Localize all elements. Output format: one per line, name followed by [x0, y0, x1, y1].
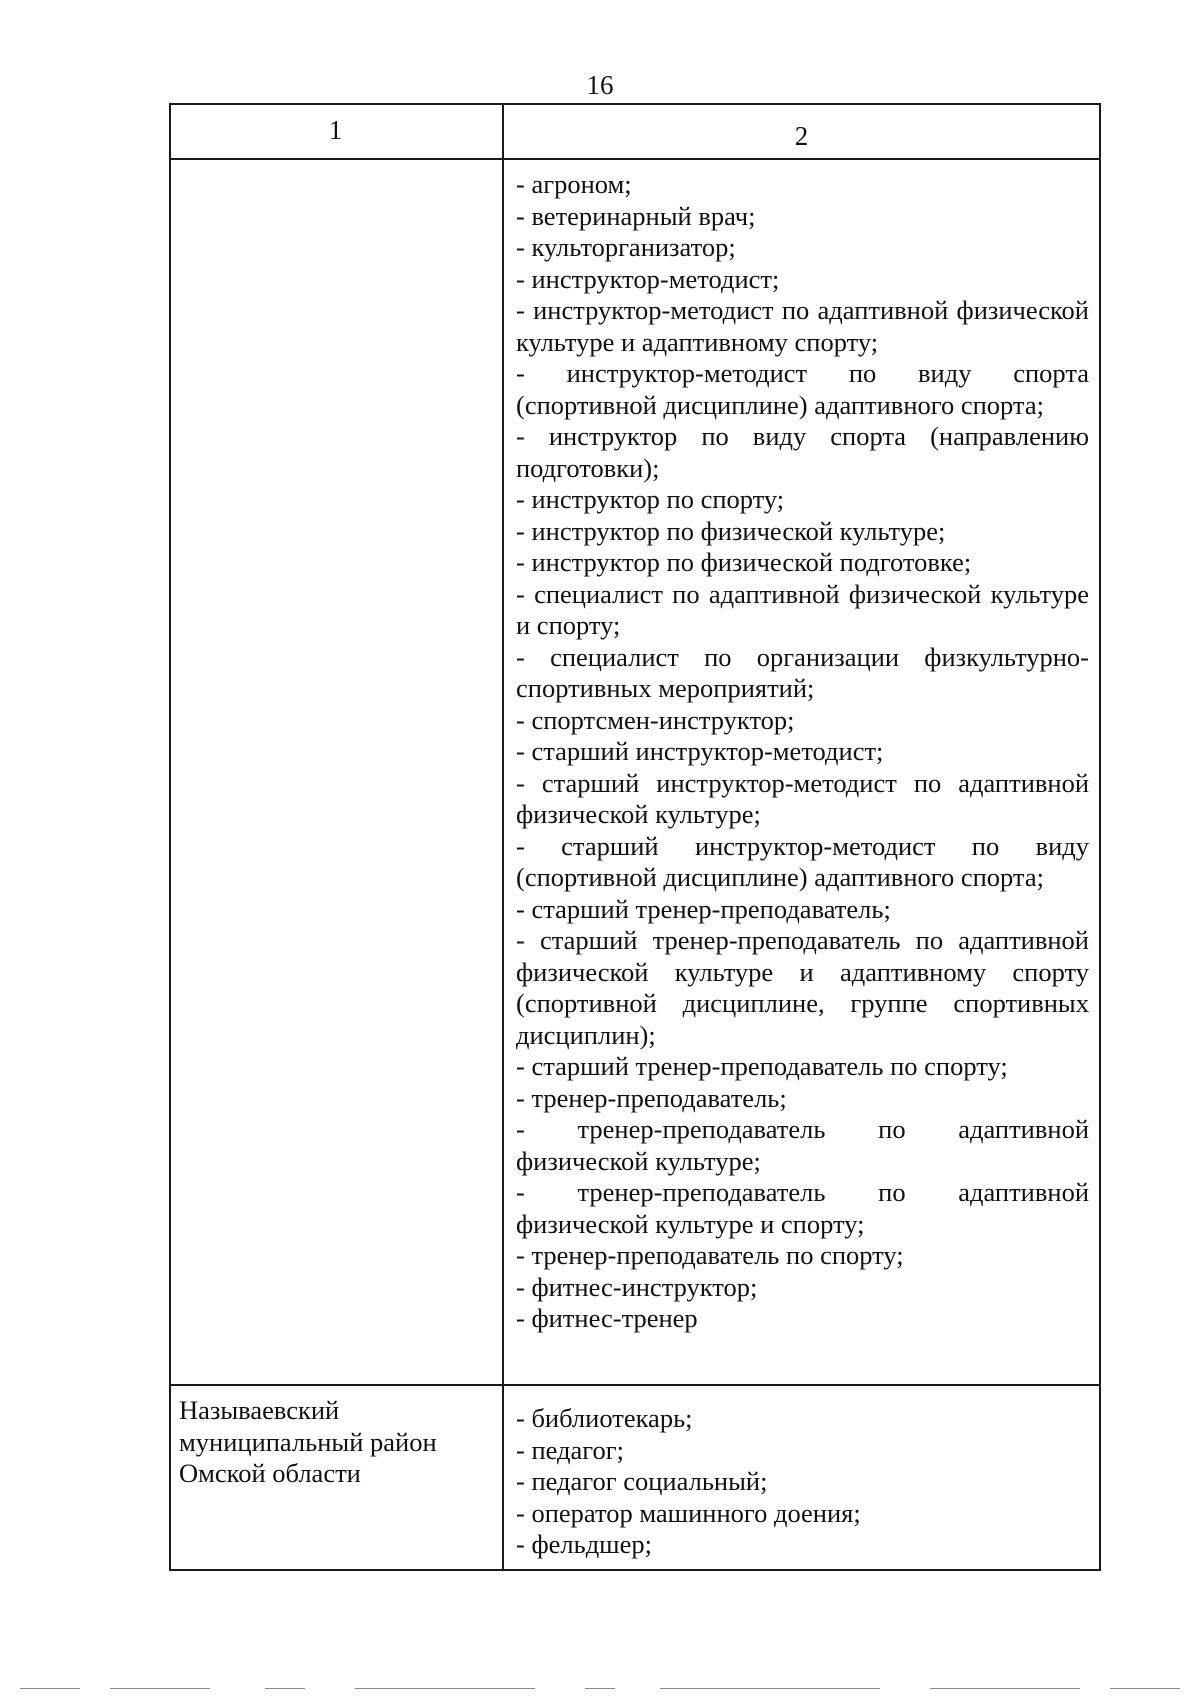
- table-right-border: [1099, 103, 1101, 1571]
- position-item: - старший инструктор-методист по виду (спортивной дисциплине) адаптивного спорта;: [516, 830, 1089, 892]
- position-item: - инструктор по спорту;: [516, 484, 785, 514]
- position-item: - культорганизатор;: [516, 232, 736, 262]
- table-bottom-border: [169, 1569, 1101, 1571]
- position-item: - инструктор по физической культуре;: [516, 515, 946, 546]
- page-number: 16: [586, 70, 614, 100]
- positions-table: [169, 103, 1101, 1571]
- scan-edge-marks: [0, 1688, 1200, 1690]
- position-item: - старший тренер-преподаватель по спорту;: [516, 1051, 1008, 1081]
- position-item: - специалист по адаптивной физической культуре и спорту;: [516, 578, 1089, 640]
- position-item: - старший инструктор-методист по адаптивной физической культуре;: [516, 767, 1089, 829]
- position-item: - тренер-преподаватель по адаптивной физической культуре;: [516, 1114, 1089, 1176]
- position-item: - оператор машинного доения;: [516, 1497, 861, 1528]
- position-item: - старший инструктор-методист;: [516, 736, 884, 766]
- position-item: - инструктор по физической подготовке;: [516, 547, 972, 577]
- position-item: - инструктор по виду спорта (направлению подготовки);: [516, 421, 1089, 483]
- position-item: - фитнес-тренер: [516, 1303, 698, 1333]
- positions-cell: [516, 1403, 1089, 1561]
- table-left-border: [169, 103, 171, 1571]
- column-header-2: 2: [794, 121, 809, 151]
- position-item: - тренер-преподаватель;: [516, 1082, 787, 1113]
- position-item: - библиотекарь;: [516, 1403, 693, 1433]
- position-item: - специалист по организации физкультурно-спортивных мероприятий;: [516, 641, 1089, 703]
- district-cell: [179, 1395, 479, 1490]
- position-item: - агроном;: [516, 169, 632, 199]
- position-item: - педагог;: [516, 1434, 624, 1465]
- table-top-border: [169, 103, 1101, 105]
- positions-cell: [516, 169, 1089, 1335]
- position-item: - фитнес-инструктор;: [516, 1271, 758, 1302]
- position-item: - спортсмен-инструктор;: [516, 704, 795, 735]
- position-item: - инструктор-методист по виду спорта (спортивной дисциплине) адаптивного спорта;: [516, 358, 1089, 420]
- header-bottom-border: [169, 158, 1101, 160]
- position-item: - фельдшер;: [516, 1529, 652, 1559]
- position-item: - инструктор-методист по адаптивной физической культуре и адаптивному спорту;: [516, 295, 1089, 357]
- position-item: - тренер-преподаватель по адаптивной физической культуре и спорту;: [516, 1177, 1089, 1239]
- row-separator: [169, 1384, 1101, 1386]
- position-item: - тренер-преподаватель по спорту;: [516, 1240, 904, 1270]
- column-divider: [502, 103, 504, 1571]
- column-header-1: 1: [328, 115, 343, 145]
- position-item: - старший тренер-преподаватель;: [516, 893, 891, 924]
- district-name: Называевский муниципальный район Омской области: [179, 1395, 437, 1488]
- position-item: - старший тренер-преподаватель по адаптивной физической культуре и адаптивному спорту (спортивной дисциплине, группе спортивных дисциплин);: [516, 925, 1089, 1050]
- position-item: - педагог социальный;: [516, 1466, 768, 1496]
- position-item: - ветеринарный врач;: [516, 200, 756, 231]
- position-item: - инструктор-методист;: [516, 263, 780, 294]
